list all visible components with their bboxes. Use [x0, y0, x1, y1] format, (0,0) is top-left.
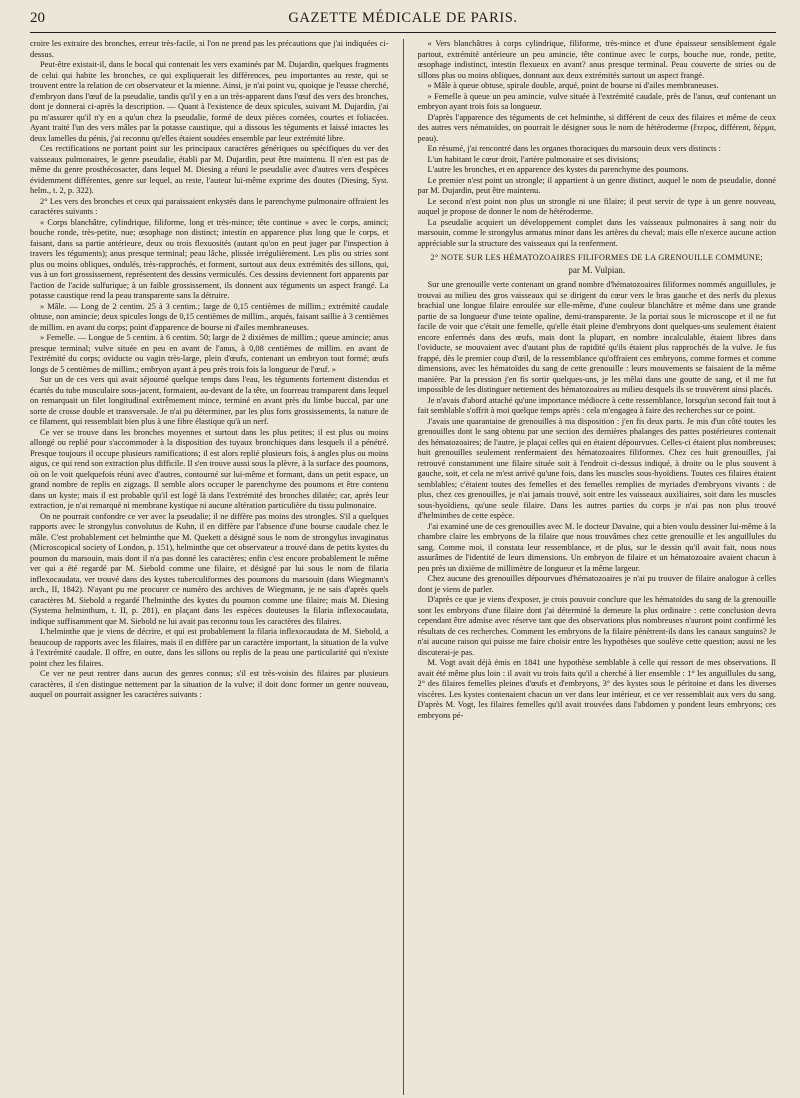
paragraph: Ce ver ne peut rentrer dans aucun des genres connus; s'il est très-voisin des filaires par plusieurs caractères, il s'en distingue nettement par la situation de la vulve; il doit donc former un genre nouveau, auquel on pourrait assigner les caractères suivants : [30, 669, 389, 699]
paragraph: Sur un de ces vers qui avait séjourné quelque temps dans l'eau, les téguments fortement distendus et écartés du tube musculaire sous-jacent, formaient, au-devant de la tête, un fourreau transparent dans lequel on remarquait un filet longitudinal extrêmement mince, terminé en avant près du limbe buccal, par une sorte de crosse double et transversale. Je n'ai pu déterminer, par les plus forts grossissements, la nature de ce filament, qui ressemblait bien plus à une fibre élastique qu'à un nerf. [30, 375, 389, 426]
paragraph: Je n'avais d'abord attaché qu'une importance médiocre à cette ressemblance, lorsqu'un second fait tout à fait semblable s'offrit à moi quelque temps après : cela m'engagea à faire des recherches sur ce point. [417, 395, 777, 415]
column-divider [403, 39, 404, 1095]
paragraph: » Mâle à queue obtuse, spirale double, arqué, point de bourse ni d'ailes membraneuses. [427, 81, 719, 90]
paragraph: En résumé, j'ai rencontré dans les organes thoraciques du marsouin deux vers distincts : [427, 144, 721, 153]
right-column-bottom [418, 280, 777, 721]
paragraph: Ce ver se trouve dans les bronches moyennes et surtout dans les plus petites; il est plus ou moins allongé ou replié pour s'accommoder à la disposition des tuyaux bronchiques dans lesquels il a pénétré. Presque toujours il occupe plusieurs ramifications; il est alors replié plusieurs fois, à angles plus ou moins aigus, ce qui rend son extraction plus difficile. Il s'en trouve aussi sous la plèvre, à la surface des poumons, où on le voit quelquefois réuni avec d'autres, contourné sur lui-même et formant, dans un petit espace, un grand nombre de replis en zigzags. Il semble alors occuper le parenchyme des poumons et être contenu dans un kyste; mais il est probable qu'il est logé là dans l'extrémité des bronches dilatée; car, après leur extraction, je n'ai remarqué ni membrane kystique ni aucune altération particulière du tissu pulmonaire. [30, 427, 389, 510]
section-title: 2° NOTE SUR LES HÉMATOZOAIRES FILIFORMES DE LA GRENOUILLE COMMUNE; [430, 253, 763, 262]
paragraph: La pseudalie acquiert un développement complet dans les vaisseaux pulmonaires à sang noir du marsouin, comme le strongylus armatus minor dans les artères du cheval; mais elle n'exerce aucune action appréciable sur la structure des vaisseaux qui la renferment. [417, 217, 777, 248]
paragraph: D'après ce que je viens d'exposer, je crois pouvoir conclure que les hématoïdes du sang de la grenouille sont les embryons d'une filaire dont j'ai déterminé la demeure la plus ordinaire : cette conclusion devra cependant être admise avec réserve tant que des observations plus nombreuses n'auront point confirmé les résultats de ces recherches. Comment les embryons de la filaire pénètrent-ils dans les canaux sanguins? Je n'ai aucune raison qui puisse me faire choisir entre les hypothèses que soulève cette question; aussi ne les discuterai-je pas. [417, 595, 777, 657]
page-number: 20 [30, 10, 45, 26]
paragraph: D'après l'apparence des téguments de cet helminthe, si différent de ceux des filaires et même de ceux des autres vers nématoïdes, on pourrait le désigner sous le nom de hétéroderme (ἕτερος, différent, δέρμα, peau). [417, 112, 777, 143]
paragraph: » Femelle à queue un peu amincie, vulve située à l'extrémité caudale, près de l'anus, œuf contenant un embryon ayant trois fois sa longueur. [417, 91, 777, 111]
section-author: par M. Vulpian. [568, 264, 626, 275]
text-columns [30, 39, 776, 1095]
paragraph: Le premier n'est point un strongle; il appartient à un genre distinct, auquel le nom de pseudalie, donné par M. Dujardin, peut être maintenu. [417, 175, 777, 195]
left-column [30, 39, 389, 1095]
paragraph: L'helminthe que je viens de décrire, et qui est probablement la filaria inflexocaudata de M. Siebold, a beaucoup de rapports avec les filaires, mais il en diffère par un caractère important, la situation de la vulve à l'extrémité caudale. Il offre, en outre, dans les sillons ou replis de la peau une particularité qui n'existe point chez les filaires. [30, 627, 389, 668]
right-column [418, 39, 777, 1095]
paragraph: L'autre les bronches, et en apparence des kystes du parenchyme des poumons. [427, 165, 689, 174]
paragraph: Ces rectifications ne portant point sur les principaux caractères génériques ou spécifiques du ver des vaisseaux pulmonaires, le genre pseudalie, établi par M. Dujardin, peut être maintenu. Il n'en est pas de même du genre prosthécosacter, dans lequel M. Diesing a réuni le pseudalie avec d'autres vers d'espèces évidemment différentes, genre sur lequel, au reste, l'auteur lui-même exprime des doutes (Diesing, Syst. helm., t. 2, p. 322). [30, 144, 389, 195]
paragraph: croire les extraire des bronches, erreur très-facile, si l'on ne prend pas les précautions que j'ai indiquées ci-dessus. [30, 39, 389, 59]
paragraph: » Femelle. — Longue de 5 centim. à 6 centim. 50; large de 2 dixièmes de millim.; queue amincie; anus presque terminal; vulve située en peu en avant de l'anus, à 0,08 centièmes de millim. en avant de l'extrémité du corps; oviducte ou vagin très-large, plein d'œufs, contenant un embryon tout formé; œufs longs de 5 centièmes de millim.; embryon ayant à peu près trois fois la longueur de l'œuf. » [30, 333, 389, 374]
paragraph: L'un habitant le cœur droit, l'artère pulmonaire et ses divisions; [427, 154, 639, 164]
page-header [30, 10, 776, 33]
paragraph: J'avais une quarantaine de grenouilles à ma disposition : j'en fis deux parts. Je mis d'un côté toutes les grenouilles dont le sang obtenu par une section des dernières phalanges des pattes postérieures contenait des hématozoaires; de l'autre, je plaçai celles qui en étaient dépourvues. Celles-ci étaient plus nombreuses; huit grenouilles seulement renfermaient des hématozoaires filiformes. Chez ces huit grenouilles, j'ai retrouvé constamment une filaire située soit à l'endroit ci-dessus indiqué, à droite ou le plus souvent à gauche, soit, et cela ne m'est arrivé qu'une fois, dans les muscles sous-hyoïdiens. Toutes ces filaires étaient semblables; c'étaient toutes des femelles et des femelles remplies de myriades d'embryons vivants : de plus, chez ces grenouilles, je n'ai jamais trouvé, soit entre les vaisseaux auxiliaires, soit dans les muscles sous-hyoïdiens, qu'une seule filaire. Dans les autres parties du corps je n'ai pas non plus trouvé d'helminthes de cette espèce. [417, 416, 777, 520]
journal-title: GAZETTE MÉDICALE DE PARIS. [288, 10, 518, 26]
paragraph: Chez aucune des grenouilles dépourvues d'hématozoaires je n'ai pu trouver de filaire analogue à celles dont je viens de parler. [417, 574, 777, 594]
paragraph: On ne pourrait confondre ce ver avec la pseudalie; il ne diffère pas moins des strongles. S'il a quelques rapports avec le strongylus convolutus de Kuhn, il en diffère par l'absence d'une bourse caudale chez le mâle. C'est probablement cet helminthe que M. Quekett a désigné sous le nom de strongylus invaginatus (Microscopical society of London, p. 151), helminthe que cet observateur a trouvé dans de petits kystes du poumon du marsouin, mais dont il n'a pas donné les caractères; enfin c'est encore probablement le même ver qui a été regardé par M. Siebold comme une filaire, et désigné par lui sous le nom de filaria inflexocaudata, ver trouvé dans des kystes tuberculiformes des poumons du marsouin (dans Wiegmann's arch., II, 1842). N'ayant pu me procurer ce numéro des archives de Wiegmann, je ne sais d'après quels caractères M. Siebold a regardé l'helminthe des kystes du poumon comme une filaire; mais M. Diesing (Systema helminthum, t. II, p. 281), en plaçant dans les espèces douteuses la filaria inflexocaudata, indique suffisamment que M. Siebold ne lui avait pas reconnu tous les caractères des filaires. [30, 511, 389, 626]
paragraph: Le second n'est point non plus un strongle ni une filaire; il peut servir de type à un genre nouveau, auquel je propose de donner le nom de hétéroderme. [417, 196, 777, 216]
paragraph: « Corps blanchâtre, cylindrique, filiforme, long et très-mince; tête continue » avec le corps, aminci; bouche ronde, très-petite, nue; œsophage non distinct; intestin en apparence plus long que le corps, et faisant, dans sa partie antérieure, deux ou trois flexuosités (autant qu'on en peut juger par l'inspection à travers les téguments); anus presque terminal; peau lâche, plissée irrégulièrement. Les plis ou stries sont plus ou moins obliques, ondulés, très-rapprochés, et forment, surtout aux deux extrémités des sillons, qui, vus à un fort grossissement, représentent des dessins vermiculés. Ces dessins deviennent fort apparents par l'action de l'acide sulfurique; à un faible grossissement, ils donnent aux téguments un aspect frangé. La potasse caustique rend la peau transparente sans la détruire. [30, 217, 389, 300]
paragraph: Peut-être existait-il, dans le bocal qui contenait les vers examinés par M. Dujardin, quelques fragments de celui qui habite les bronches, ce qui expliquerait les différences, peu importantes au reste, qui se trouvent entre la relation de cet observateur et la mienne. Ainsi, je n'ai point vu, quoique je l'eusse cherché, d'embryon dans l'œuf de la pseudalie, tandis qu'il y en a un très-apparent dans l'œuf des vers des bronches, dont je donnerai ci-après la description. — Quant à l'existence de deux spicules, suivant M. Dujardin, j'ai pu m'assurer qu'il n'y en a qu'un chez la pseudalie, formé de deux pièces cornées, courtes et foliacées. Ayant traité l'un des vers mâles par la potasse caustique, qui a dissous les téguments et laissé intactes les deux lamelles du pénis, j'ai reconnu qu'elles étaient soudées ensemble par leur extrémité libre. [30, 60, 389, 143]
paragraph: » Mâle. — Long de 2 centim. 25 à 3 centim.; large de 0,15 centièmes de millim.; extrémité caudale obtuse, non amincie; deux spicules longs de 0,15 centièmes de millim., arqués, faisant saillie à 3 centièmes de millim. en avant du corps; point d'apparence de bourse ni d'ailes membraneuses. [30, 301, 389, 332]
paragraph: J'ai examiné une de ces grenouilles avec M. le docteur Davaine, qui a bien voulu dessiner lui-même à la chambre claire les embryons de la filaire que nous trouvâmes chez cette grenouille et les anguillules du sang. Comme moi, il constata leur ressemblance, et de plus, sur le dessin qu'il avait fait, nous nous assurâmes de l'identité de leurs dimensions. Un embryon de filaire et un hématozoaire avaient chacun à peu près un dixième de millimètre de longueur et la même largeur. [417, 521, 777, 573]
paragraph: Sur une grenouille verte contenant un grand nombre d'hématozoaires filiformes nommés anguillules, je trouvai au milieu des gros vaisseaux qui se dirigent du cœur vers le bras gauche et des nerfs du plexus brachial une longue filaire enroulée sur elle-même, d'une couleur blanchâtre et même dans une grande partie de sa longueur d'une teinte opaline, demi-transparente. Je la portai sous le microscope et il ne fut facile de voir que c'était une femelle, qu'elle était pleine d'embryons dont quelques-uns seulement étaient encore enfermés dans des œufs, mais dont la plupart, en nombre incalculable, étaient libres dans l'oviducte, se mouvaient avec d'autant plus de rapidité qu'ils étaient plus rapprochés de la vulve. Je fus frappé, dès le premier coup d'œil, de la ressemblance qu'offraient ces embryons, comme formes et comme dimensions, avec les hématoïdes du sang de cette grenouille : leurs mouvements se faisaient de la même manière. Par la pression j'en fis sortir quelques-uns, je les mêlai dans une goutte de sang, et il me fut impossible de les distinguer nettement des hématozoaires au milieu desquels ils se trouvèrent ainsi placés. [417, 280, 777, 394]
paragraph: « Vers blanchâtres à corps cylindrique, filiforme, très-mince et d'une épaisseur sensiblement égale partout, extrémité antérieure un peu amincie, tête continue avec le corps, bouche nue, ronde, petite, œsophage indistinct, intestin flexueux en avant? anus presque terminal. Peau couverte de stries ou de sillons plus ou moins obliques, donnant aux deux extrémités surtout un aspect frangé. [417, 39, 777, 80]
paragraph: 2° Les vers des bronches et ceux qui paraissaient enkystés dans le parenchyme pulmonaire offraient les caractères suivants : [30, 196, 389, 216]
right-column-top [418, 39, 777, 249]
paragraph: M. Vogt avait déjà émis en 1841 une hypothèse semblable à celle qui ressort de mes observations. Il avait été même plus loin : il avait vu trois faits qu'il a cherché à lier ensemble : 1° les anguillules du sang, 2° des filaires femelles pleines d'œufs et d'embryons, 3° des kystes sous le péritoine et dans les diverses viscères. Les kystes contenaient chacun un ver dans leur intérieur, et ce ver ressemblait aux vers du sang. D'après M. Vogt, les filaires femelles qu'il avait trouvées dans l'abdomen y pondent leurs embryons; ces embryons pé- [417, 658, 777, 720]
